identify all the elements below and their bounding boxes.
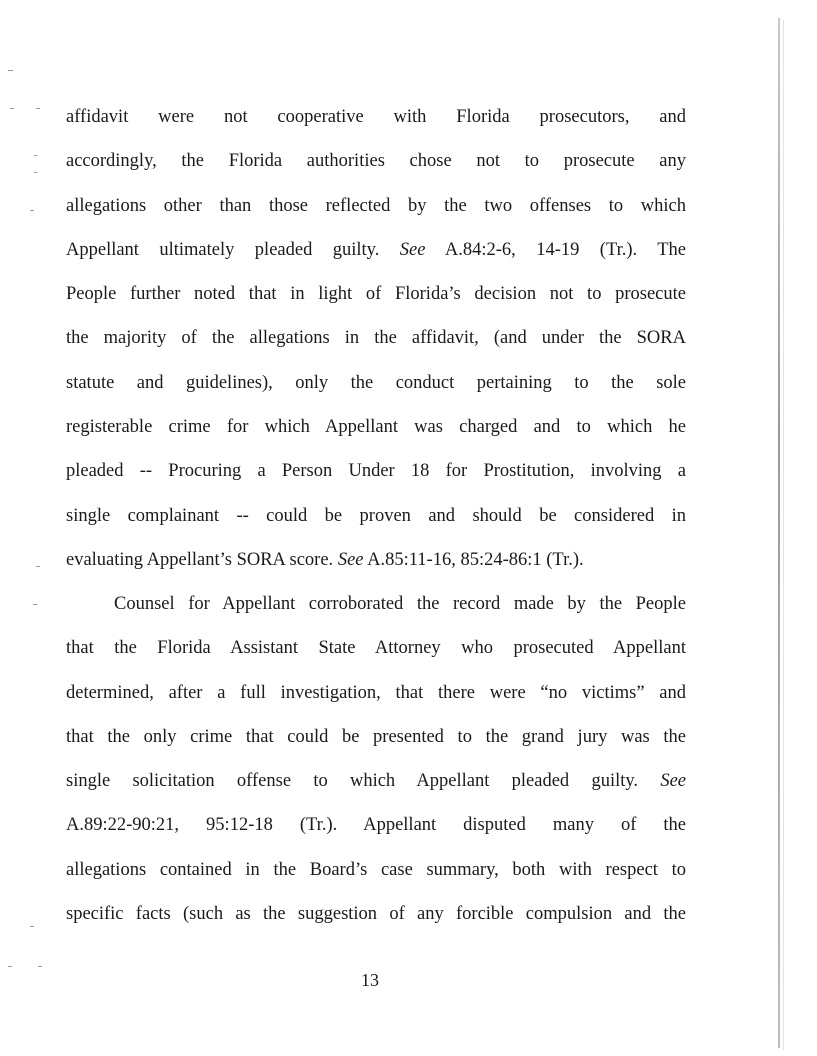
text-line: single solicitation offense to which Appellant pleaded guilty. See [66,771,686,792]
page-number: 13 [361,970,379,990]
scan-edge-shadow [783,20,784,1050]
text-line: People further noted that in light of Florida’s decision not to prosecute [66,284,686,305]
scan-mark [8,70,13,71]
text-line: the majority of the allegations in the affidavit, (and under the SORA [66,328,686,349]
scan-mark [38,966,42,967]
text-line: Appellant ultimately pleaded guilty. See A.84:2-6, 14-19 (Tr.). The [66,239,686,260]
scan-mark [10,108,14,109]
text-line: that the only crime that could be presented to the grand jury was the [66,726,686,747]
body-paragraph-2 [66,582,686,936]
text-line: accordingly, the Florida authorities chose not to prosecute any [66,151,686,172]
text-line: pleaded -- Procuring a Person Under 18 for Prostitution, involving a [66,461,686,482]
text-line: that the Florida Assistant State Attorney who prosecuted Appellant [66,638,686,659]
scan-mark [8,966,12,967]
text-line: specific facts (such as the suggestion of any forcible compulsion and the [66,904,686,925]
text-line: determined, after a full investigation, that there were “no victims” and [66,682,686,703]
text-line: Counsel for Appellant corroborated the record made by the People [114,594,686,614]
text-line: evaluating Appellant’s SORA score. See A.85:11-16, 85:24-86:1 (Tr.). [66,549,584,570]
scan-edge-line [778,18,780,1048]
text-line: single complainant -- could be proven and should be considered in [66,505,686,526]
scan-mark [34,155,37,156]
scan-mark [34,172,37,173]
scan-mark [36,566,40,567]
scan-mark [33,604,37,605]
text-line: allegations other than those reflected by the two offenses to which [66,195,686,216]
body-paragraph-1 [66,95,686,582]
text-line: allegations contained in the Board’s case summary, both with respect to [66,859,686,880]
text-line: statute and guidelines), only the conduct pertaining to the sole [66,372,686,393]
text-line: A.89:22-90:21, 95:12-18 (Tr.). Appellant disputed many of the [66,815,686,836]
scan-mark [36,108,40,109]
scan-mark [30,210,34,211]
scan-mark [30,926,34,927]
text-line: registerable crime for which Appellant was charged and to which he [66,417,686,438]
text-line: affidavit were not cooperative with Florida prosecutors, and [66,107,686,127]
